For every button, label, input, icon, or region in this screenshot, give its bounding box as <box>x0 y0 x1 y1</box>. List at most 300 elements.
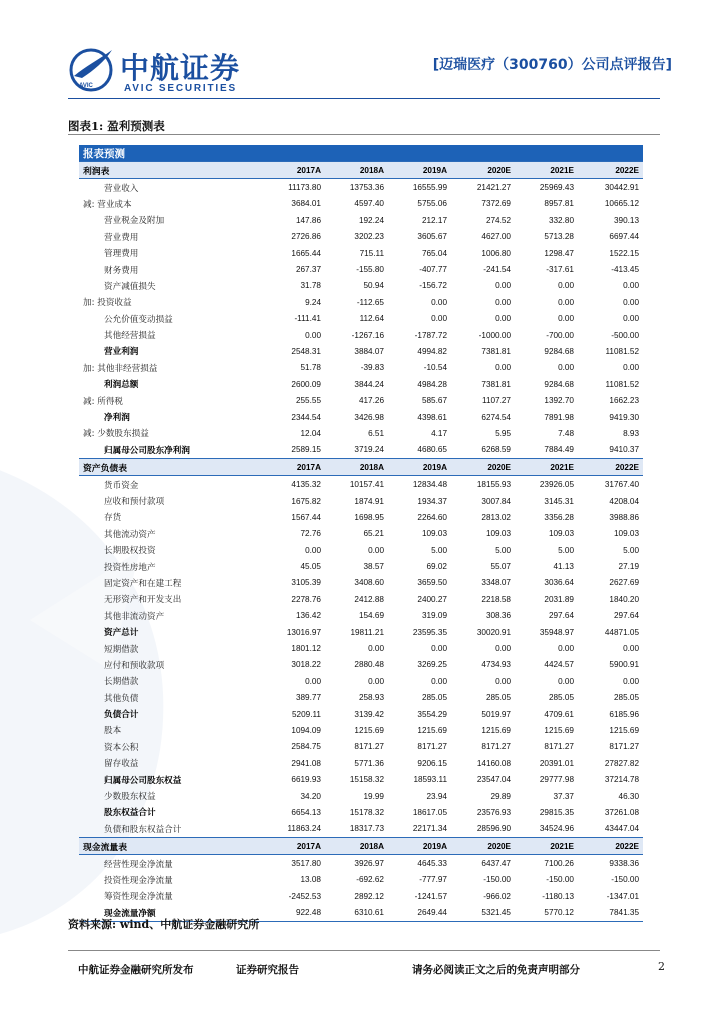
row-label: 其他非流动资产 <box>104 611 165 622</box>
row-value: 0.00 <box>431 676 447 686</box>
row-value: 1840.20 <box>609 594 640 604</box>
row-value: 10157.41 <box>349 480 384 490</box>
row-value: 1215.69 <box>609 725 640 735</box>
row-value: 147.86 <box>295 215 321 225</box>
row-value: 2412.88 <box>354 594 384 604</box>
row-value: 34.20 <box>300 791 321 801</box>
row-value: 285.05 <box>548 693 574 703</box>
footer-publisher: 中航证券金融研究所发布 <box>78 964 194 976</box>
row-value: 274.52 <box>485 215 511 225</box>
table-row <box>79 509 643 525</box>
row-label: 利润总额 <box>104 380 139 391</box>
row-value: 2726.86 <box>291 232 321 242</box>
row-value: 7884.49 <box>544 445 574 455</box>
row-value: 109.03 <box>485 529 511 539</box>
row-value: 1094.09 <box>291 725 321 735</box>
row-value: 0.00 <box>623 676 640 686</box>
row-value: 154.69 <box>358 611 384 621</box>
row-value: 1215.69 <box>481 725 511 735</box>
row-value: 22171.34 <box>412 824 447 834</box>
income-statement-header-row <box>79 162 643 179</box>
row-value: 37.37 <box>553 791 574 801</box>
row-value: 4398.61 <box>417 412 447 422</box>
row-value: 1215.69 <box>544 725 574 735</box>
row-value: 7891.98 <box>544 412 574 422</box>
table-row <box>79 690 643 706</box>
table-row <box>79 294 643 310</box>
row-value: 4597.40 <box>354 199 384 209</box>
row-label: 现金流量净额 <box>79 905 263 922</box>
row-value: 9284.68 <box>544 346 574 356</box>
row-label: 财务费用 <box>104 265 139 276</box>
row-value: 3517.80 <box>291 859 321 869</box>
row-value: 308.36 <box>485 611 511 621</box>
row-label: 负债和股东权益合计 <box>104 824 182 835</box>
row-value: 0.00 <box>305 330 321 340</box>
row-value: 29815.35 <box>539 807 574 817</box>
row-value: 6697.44 <box>609 232 640 242</box>
row-label: 经营性现金净流量 <box>104 859 173 870</box>
table-row <box>79 608 643 624</box>
row-value: 192.24 <box>358 215 384 225</box>
row-value: 6.51 <box>368 428 384 438</box>
year-header: 2022E <box>578 838 643 855</box>
row-value: 765.04 <box>421 248 447 258</box>
row-value: -1267.16 <box>351 330 384 340</box>
row-value: 1215.69 <box>354 725 384 735</box>
row-value: 3926.97 <box>354 859 384 869</box>
row-value: 212.17 <box>421 215 447 225</box>
row-value: 922.48 <box>263 905 325 922</box>
row-value: 2813.02 <box>481 512 511 522</box>
row-value: 389.77 <box>295 693 321 703</box>
row-value: 2589.15 <box>291 445 321 455</box>
row-label: 留存收益 <box>104 759 139 770</box>
table-row <box>79 392 643 408</box>
row-value: 3605.67 <box>417 232 447 242</box>
row-value: 7.48 <box>558 428 574 438</box>
row-value: 3036.64 <box>544 578 574 588</box>
row-value: 6310.61 <box>325 905 388 922</box>
row-value: 1215.69 <box>417 725 447 735</box>
svg-text:AVIC: AVIC <box>79 83 93 89</box>
row-value: 109.03 <box>613 529 640 539</box>
row-value: 72.76 <box>300 529 321 539</box>
table-row <box>79 476 643 493</box>
row-value: 30020.91 <box>476 627 511 637</box>
year-header: 2021E <box>515 162 578 179</box>
row-value: 7372.69 <box>481 199 511 209</box>
row-label: 营业利润 <box>104 347 139 358</box>
row-value: 29.89 <box>490 791 511 801</box>
row-value: 13753.36 <box>349 183 384 193</box>
row-label: 无形资产和开发支出 <box>104 595 182 606</box>
row-value: 3719.24 <box>354 445 384 455</box>
row-value: 50.94 <box>363 281 384 291</box>
row-value: 3145.31 <box>544 496 574 506</box>
year-header: 2021E <box>515 838 578 855</box>
row-value: 2584.75 <box>291 742 321 752</box>
table-row <box>79 409 643 425</box>
row-value: 1698.95 <box>354 512 384 522</box>
table-row <box>79 788 643 804</box>
footer-rule <box>68 950 660 951</box>
row-value: 2031.89 <box>544 594 574 604</box>
row-value: -155.80 <box>356 265 384 275</box>
row-value: 0.00 <box>368 644 384 654</box>
year-header: 2017A <box>263 459 325 476</box>
row-value: 1934.37 <box>417 496 447 506</box>
row-label: 营业税金及附加 <box>104 216 165 227</box>
table-row <box>79 229 643 245</box>
row-value: -1180.13 <box>542 891 574 901</box>
row-value: 4994.82 <box>417 346 447 356</box>
row-value: 19811.21 <box>350 627 384 637</box>
row-value: 0.00 <box>558 297 574 307</box>
row-value: 255.55 <box>295 396 321 406</box>
row-label: 减: 所得税 <box>83 396 124 407</box>
row-value: 2344.54 <box>291 412 321 422</box>
row-value: -1347.01 <box>606 891 640 901</box>
company-logo <box>68 46 268 96</box>
row-value: 20391.01 <box>539 758 574 768</box>
avic-logo-icon <box>68 46 114 92</box>
row-value: -317.61 <box>546 265 574 275</box>
row-value: 3202.23 <box>354 232 384 242</box>
row-value: 2892.12 <box>354 891 384 901</box>
row-value: 3139.42 <box>354 709 384 719</box>
row-value: -112.65 <box>356 297 384 307</box>
row-value: -407.77 <box>419 265 447 275</box>
row-label: 应收和预付款项 <box>104 497 165 507</box>
table-row <box>79 278 643 294</box>
row-value: 8957.81 <box>544 199 574 209</box>
footer-report-type: 证券研究报告 <box>236 964 299 976</box>
row-label: 资本公积 <box>104 742 139 753</box>
table-row <box>79 888 643 904</box>
row-value: 6654.13 <box>291 807 321 817</box>
row-value: 0.00 <box>495 644 511 654</box>
row-value: -150.00 <box>546 875 574 885</box>
row-value: 417.26 <box>358 396 384 406</box>
table-row <box>79 673 643 689</box>
row-value: 2880.48 <box>354 660 384 670</box>
cash-flow-header-row <box>79 838 643 855</box>
row-value: -692.62 <box>356 875 384 885</box>
table-row <box>79 526 643 542</box>
row-value: 44871.05 <box>604 627 640 637</box>
row-value: 15158.32 <box>349 775 384 785</box>
table-row <box>79 196 643 212</box>
row-value: 10665.12 <box>604 199 640 209</box>
row-value: 136.42 <box>295 611 321 621</box>
row-label: 存货 <box>104 513 122 524</box>
row-value: 8171.27 <box>354 742 384 752</box>
row-label: 筹资性现金净流量 <box>104 892 173 903</box>
row-value: 2649.44 <box>388 905 451 922</box>
row-value: 3988.86 <box>609 512 640 522</box>
row-value: 7381.81 <box>481 379 511 389</box>
table-row <box>79 575 643 591</box>
row-value: 0.00 <box>431 297 447 307</box>
row-value: 390.13 <box>613 215 640 225</box>
table-row <box>79 360 643 376</box>
row-label: 股东权益合计 <box>104 808 156 819</box>
row-value: 12834.48 <box>412 480 447 490</box>
row-value: 27.19 <box>618 562 640 572</box>
row-value: 0.00 <box>558 676 574 686</box>
row-value: -777.97 <box>419 875 447 885</box>
row-value: -1000.00 <box>478 330 511 340</box>
row-value: 3007.84 <box>481 496 511 506</box>
row-value: -1241.57 <box>414 891 447 901</box>
section-title: 利润表 <box>79 162 263 179</box>
row-value: 5.00 <box>623 545 640 555</box>
row-value: 285.05 <box>485 693 511 703</box>
year-header: 2022E <box>578 459 643 476</box>
table-title: 报表预测 <box>79 145 643 162</box>
row-value: 1665.44 <box>291 248 321 258</box>
row-label: 归属母公司股东权益 <box>104 775 182 786</box>
row-value: 4709.61 <box>544 709 574 719</box>
row-value: 0.00 <box>623 363 640 373</box>
row-value: 4627.00 <box>481 232 511 242</box>
row-value: 8171.27 <box>417 742 447 752</box>
row-value: 0.00 <box>431 314 447 324</box>
row-value: 1874.91 <box>354 496 384 506</box>
row-label: 其他负债 <box>104 693 139 704</box>
row-value: 0.00 <box>623 644 640 654</box>
row-label: 营业费用 <box>104 232 139 243</box>
row-value: 3659.50 <box>417 578 447 588</box>
row-value: 31.78 <box>300 281 321 291</box>
row-value: 45.05 <box>300 562 321 572</box>
table-row <box>79 755 643 771</box>
forecast-table <box>79 145 643 922</box>
row-value: 27827.82 <box>604 758 640 768</box>
row-value: 2278.76 <box>291 594 321 604</box>
row-label: 其他经营损益 <box>104 331 156 342</box>
row-value: 715.11 <box>359 248 384 258</box>
row-value: 332.80 <box>548 215 574 225</box>
row-value: 0.00 <box>558 314 574 324</box>
table-row <box>79 261 643 277</box>
row-value: 2627.69 <box>609 578 640 588</box>
row-value: 2548.31 <box>291 346 321 356</box>
row-value: 3844.24 <box>354 379 384 389</box>
row-value: 285.05 <box>613 693 640 703</box>
row-value: 0.00 <box>495 363 511 373</box>
row-label: 投资性房地产 <box>104 562 156 573</box>
row-value: 112.64 <box>359 314 384 324</box>
row-label: 货币资金 <box>104 480 139 491</box>
table-row <box>79 591 643 607</box>
table-row <box>79 804 643 820</box>
row-value: 9410.37 <box>609 445 640 455</box>
row-value: 5.00 <box>558 545 574 555</box>
report-title: [迈瑞医疗（300760）公司点评报告] <box>432 57 672 73</box>
row-value: 4734.93 <box>481 660 511 670</box>
row-value: 23547.04 <box>476 775 511 785</box>
row-value: 5770.12 <box>515 905 578 922</box>
table-title-row <box>79 145 643 162</box>
row-value: 7100.26 <box>544 859 574 869</box>
row-value: 31767.40 <box>604 480 640 490</box>
row-value: 4424.57 <box>544 660 574 670</box>
row-label: 其他流动资产 <box>104 529 156 540</box>
table-row <box>79 179 643 196</box>
header-rule <box>68 98 660 99</box>
row-value: 23.94 <box>426 791 447 801</box>
table-row <box>79 245 643 261</box>
table-row <box>79 872 643 888</box>
row-value: 8171.27 <box>481 742 511 752</box>
row-value: -111.41 <box>294 314 321 324</box>
page-number: 2 <box>658 960 665 973</box>
row-value: 7381.81 <box>481 346 511 356</box>
row-value: 19.99 <box>363 791 384 801</box>
row-value: 5321.45 <box>451 905 515 922</box>
row-value: 11863.24 <box>287 824 321 834</box>
row-value: 25969.43 <box>539 183 574 193</box>
year-header: 2018A <box>325 162 388 179</box>
row-value: 0.00 <box>623 314 640 324</box>
table-row <box>79 327 643 343</box>
row-value: 30442.91 <box>604 183 640 193</box>
row-value: 12.04 <box>300 428 321 438</box>
row-value: 4135.32 <box>291 480 321 490</box>
row-value: 41.13 <box>553 562 574 572</box>
row-label: 应付和预收款项 <box>104 660 165 671</box>
row-value: 11173.80 <box>288 183 321 193</box>
row-value: 3554.29 <box>417 709 447 719</box>
row-value: 5209.11 <box>292 709 321 719</box>
row-value: 9419.30 <box>609 412 640 422</box>
row-value: 267.37 <box>295 265 321 275</box>
row-value: 0.00 <box>495 314 511 324</box>
table-row <box>79 558 643 574</box>
row-label: 减: 少数股东损益 <box>83 429 149 440</box>
row-value: 21421.27 <box>476 183 511 193</box>
table-row <box>79 212 643 228</box>
row-value: 8171.27 <box>544 742 574 752</box>
row-value: 8.93 <box>623 428 640 438</box>
row-value: 6619.93 <box>291 775 321 785</box>
row-value: 2264.60 <box>417 512 447 522</box>
row-value: 4208.04 <box>609 496 640 506</box>
row-value: 43447.04 <box>604 824 640 834</box>
row-value: 1522.15 <box>609 248 640 258</box>
row-value: -39.83 <box>360 363 384 373</box>
row-value: 15178.32 <box>349 807 384 817</box>
row-label: 净利润 <box>104 413 130 424</box>
row-value: 16555.99 <box>412 183 447 193</box>
row-value: 37261.08 <box>604 807 640 817</box>
row-label: 负债合计 <box>104 710 139 721</box>
table-row <box>79 624 643 640</box>
row-value: 3684.01 <box>291 199 321 209</box>
row-value: -2452.53 <box>288 891 321 901</box>
row-value: 4.17 <box>431 428 447 438</box>
row-value: 0.00 <box>368 676 384 686</box>
row-value: 65.21 <box>363 529 384 539</box>
row-value: 35948.97 <box>539 627 574 637</box>
row-value: 2218.58 <box>481 594 511 604</box>
row-value: 55.07 <box>490 562 511 572</box>
table-row <box>79 640 643 656</box>
year-header: 2019A <box>388 162 451 179</box>
row-value: 34524.96 <box>539 824 574 834</box>
row-value: 5900.91 <box>609 660 640 670</box>
row-value: 9284.68 <box>544 379 574 389</box>
row-label: 营业收入 <box>104 183 139 194</box>
row-value: 0.00 <box>623 297 640 307</box>
section-title: 现金流量表 <box>79 838 263 855</box>
row-label: 短期借款 <box>104 644 139 655</box>
row-value: 0.00 <box>495 676 511 686</box>
row-label: 股本 <box>104 726 122 737</box>
row-value: 258.93 <box>358 693 384 703</box>
row-label: 归属母公司股东净利润 <box>104 445 190 456</box>
company-name-cn: 中航证券 <box>120 51 241 85</box>
row-value: 18593.11 <box>413 775 447 785</box>
figure-title: 图表1: 盈利预测表 <box>68 119 165 133</box>
table-row <box>79 425 643 441</box>
row-value: 109.03 <box>548 529 574 539</box>
row-value: 6274.54 <box>481 412 511 422</box>
row-value: 1392.70 <box>544 396 574 406</box>
row-value: -150.00 <box>483 875 511 885</box>
year-header: 2020E <box>451 459 515 476</box>
table-row <box>79 442 643 459</box>
year-header: 2019A <box>388 838 451 855</box>
row-value: 2941.08 <box>291 758 321 768</box>
row-value: -10.54 <box>423 363 447 373</box>
row-value: 5.95 <box>495 428 511 438</box>
row-value: 38.57 <box>363 562 384 572</box>
row-value: 46.30 <box>618 791 640 801</box>
row-value: 0.00 <box>558 363 574 373</box>
row-value: 0.00 <box>368 545 384 555</box>
row-label: 投资性现金净流量 <box>104 875 173 886</box>
row-value: 13.08 <box>300 875 321 885</box>
row-value: 297.64 <box>613 611 640 621</box>
row-value: 29777.98 <box>539 775 574 785</box>
table-row <box>79 657 643 673</box>
row-value: 5713.28 <box>544 232 574 242</box>
row-value: 2600.09 <box>291 379 321 389</box>
table-row <box>79 855 643 872</box>
row-value: 11081.52 <box>605 379 640 389</box>
row-value: 6437.47 <box>481 859 511 869</box>
row-value: 37214.78 <box>604 775 640 785</box>
row-value: 3884.07 <box>354 346 384 356</box>
row-value: -500.00 <box>611 330 640 340</box>
row-value: 1567.44 <box>291 512 321 522</box>
row-value: 1675.82 <box>291 496 321 506</box>
row-value: 6185.96 <box>609 709 640 719</box>
year-header: 2018A <box>325 459 388 476</box>
row-label: 减: 营业成本 <box>83 199 132 210</box>
row-value: 14160.08 <box>476 758 511 768</box>
table-row <box>79 542 643 558</box>
row-label: 资产总计 <box>104 628 139 639</box>
data-source-note: 资料来源: wind、中航证券金融研究所 <box>68 918 260 931</box>
row-value: 9206.15 <box>417 758 447 768</box>
row-label: 加: 投资收益 <box>83 298 132 309</box>
year-header: 2019A <box>388 459 451 476</box>
row-value: 5755.06 <box>417 199 447 209</box>
